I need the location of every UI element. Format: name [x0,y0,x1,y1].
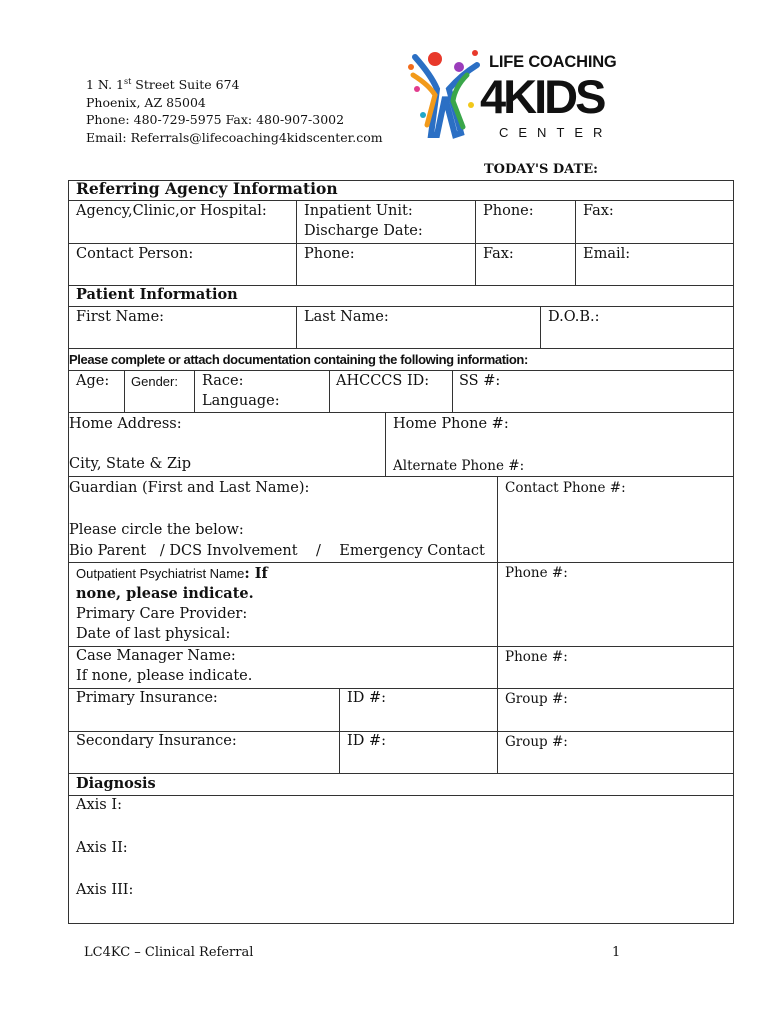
dob-label: D.O.B.: [548,309,600,325]
none-indicate-note: none, please indicate. [76,585,254,602]
address-line-3: Phone: 480-729-5975 Fax: 480-907-3002 [86,112,345,128]
contact-phone-label: Phone: [304,246,355,262]
rule [68,200,734,201]
last-name-label: Last Name: [304,309,389,325]
language-label: Language: [202,393,280,409]
case-manager-none-note: If none, please indicate. [76,668,253,684]
primary-insurance-id-label: ID #: [347,690,386,706]
rule [68,348,734,349]
case-manager-phone-label: Phone #: [505,649,568,665]
last-physical-label: Date of last physical: [76,626,231,642]
guardian-relationship-options: Bio Parent / DCS Involvement / Emergency Contact [69,543,485,559]
case-manager-label: Case Manager Name: [76,648,236,664]
rule [68,688,734,689]
guardian-contact-phone-label: Contact Phone #: [505,480,626,496]
rule [329,370,330,413]
gender-label: Gender: [131,374,178,389]
referring-section-title: Referring Agency Information [76,179,338,198]
rule [296,306,297,349]
primary-care-label: Primary Care Provider: [76,606,248,622]
psychiatrist-phone-label: Phone #: [505,565,568,581]
rule [475,200,476,286]
contact-fax-label: Fax: [483,246,514,262]
discharge-date-label: Discharge Date: [304,223,423,239]
rule [68,306,734,307]
contact-person-label: Contact Person: [76,246,194,262]
rule [733,180,734,924]
rule [68,773,734,774]
company-logo [405,45,620,143]
alternate-phone-label: Alternate Phone #: [393,458,525,474]
first-name-label: First Name: [76,309,165,325]
race-label: Race: [202,373,244,389]
rule [68,412,734,413]
guardian-label: Guardian (First and Last Name): [69,480,310,496]
patient-section-title: Patient Information [76,286,238,303]
primary-insurance-group-label: Group #: [505,691,568,707]
ahcccs-id-label: AHCCCS ID: [336,373,430,389]
header-address [86,73,383,146]
ss-number-label: SS #: [459,373,501,389]
secondary-insurance-id-label: ID #: [347,733,386,749]
axis-1-label: Axis I: [76,797,122,813]
home-address-label: Home Address: [69,416,182,432]
rule [68,646,734,647]
psychiatrist-name-text: Outpatient Psychiatrist Name [76,566,245,581]
address-line-4: Email: Referrals@lifecoaching4kidscenter.com [86,129,383,145]
axis-2-label: Axis II: [76,840,128,856]
kids-figures-icon [405,45,485,143]
inpatient-unit-label: Inpatient Unit: [304,203,413,219]
agency-label: Agency,Clinic,or Hospital: [76,203,267,219]
psychiatrist-if-text: : If [244,565,268,582]
secondary-insurance-group-label: Group #: [505,734,568,750]
rule [540,306,541,349]
address-line-1: 1 N. 1st Street Suite 674 [86,77,240,93]
diagnosis-section-title: Diagnosis [76,775,156,792]
rule [296,200,297,286]
logo-text-line-2: 4KIDS [480,70,604,123]
address-line-2: Phoenix, AZ 85004 [86,94,206,110]
contact-email-label: Email: [583,246,631,262]
rule [575,200,576,286]
page-number: 1 [612,945,621,960]
rule [194,370,195,413]
rule [452,370,453,413]
axis-3-label: Axis III: [76,882,134,898]
agency-phone-label: Phone: [483,203,534,219]
documentation-instructions: Please complete or attach documentation containing the following information: [69,352,528,367]
rule [124,370,125,413]
city-state-zip-label: City, State & Zip [69,456,191,472]
rule [68,370,734,371]
footer-title: LC4KC – Clinical Referral [84,945,254,960]
age-label: Age: [76,373,110,389]
rule [497,476,498,731]
logo-text-line-3: CENTER [499,125,613,140]
home-phone-label: Home Phone #: [393,416,509,432]
rule [68,562,734,563]
rule [68,476,734,477]
psychiatrist-label [76,565,268,582]
agency-fax-label: Fax: [583,203,614,219]
logo-text-line-1: LIFE COACHING [489,53,617,71]
rule [68,923,734,924]
secondary-insurance-label: Secondary Insurance: [76,733,237,749]
todays-date-label: TODAY'S DATE: [484,162,598,177]
rule [68,731,734,732]
rule [68,243,734,244]
circle-below-label: Please circle the below: [69,522,244,538]
rule [385,412,386,477]
primary-insurance-label: Primary Insurance: [76,690,218,706]
rule [68,795,734,796]
rule [497,731,498,774]
